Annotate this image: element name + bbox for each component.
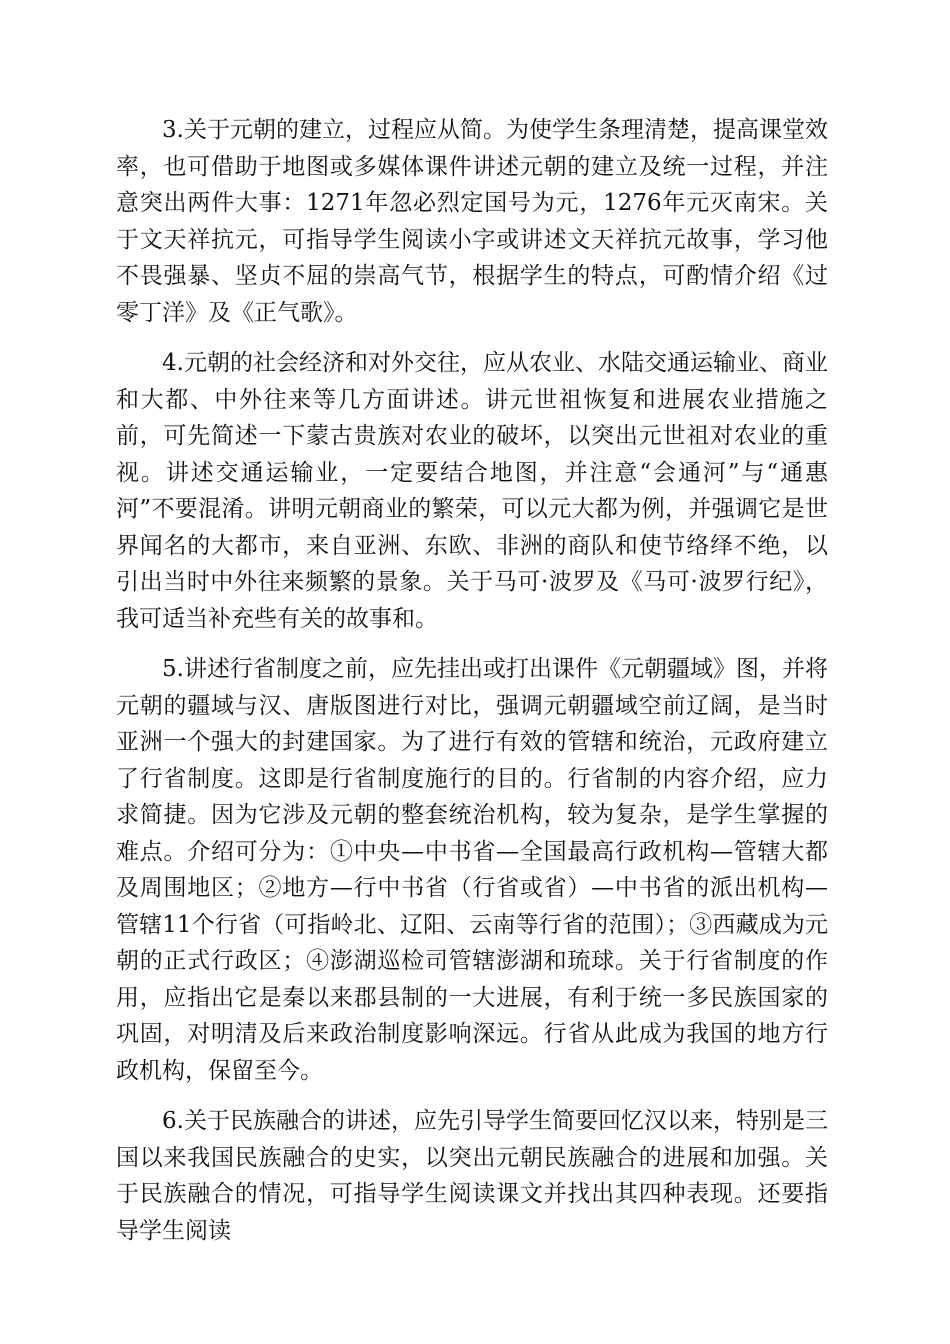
paragraph-6-ethnic-integration: 6.关于民族融合的讲述，应先引导学生简要回忆汉以来，特别是三国以来我国民族融合的史实，以突出元朝民族融合的进展和加强。关于民族融合的情况，可指导学生阅读课文并找出其四种表现。还要指导学生阅读 xyxy=(116,1108,828,1244)
paragraph-3-yuan-founding: 3.关于元朝的建立，过程应从简。为使学生条理清楚，提高课堂效率，也可借助于地图或多媒体课件讲述元朝的建立及统一过程，并注意突出两件大事：1271年忽必烈定国号为元，1276年元灭南宋。关于文天祥抗元，可指导学生阅读小字或讲述文天祥抗元故事，学习他不畏强暴、坚贞不屈的崇高气节，根据学生的特点，可酌情介绍《过零丁洋》及《正气歌》。 xyxy=(116,117,828,326)
paragraph-4-economy-and-foreign-relations: 4.元朝的社会经济和对外交往，应从农业、水陆交通运输业、商业和大都、中外往来等几方面讲述。讲元世祖恢复和进展农业措施之前，可先简述一下蒙古贵族对农业的破坏，以突出元世祖对农业的重视。讲述交通运输业，一定要结合地图，并注意“会通河”与“通惠河”不要混淆。讲明元朝商业的繁荣，可以元大都为例，并强调它是世界闻名的大都市，来自亚洲、东欧、非洲的商队和使节络绎不绝，以引出当时中外往来频繁的景象。关于马可·波罗及《马可·波罗行纪》，我可适当补充些有关的故事和。 xyxy=(116,350,828,632)
paragraph-5-province-system: 5.讲述行省制度之前，应先挂出或打出课件《元朝疆域》图，并将元朝的疆域与汉、唐版图进行对比，强调元朝疆域空前辽阔，是当时亚洲一个强大的封建国家。为了进行有效的管辖和统治，元政府建立了行省制度。这即是行省制度施行的目的。行省制的内容介绍，应力求简捷。因为它涉及元朝的整套统治机构，较为复杂，是学生掌握的难点。介绍可分为：①中央—中书省—全国最高行政机构—管辖大都及周围地区；②地方—行中书省（行省或省）—中书省的派出机构—管辖11个行省（可指岭北、辽阳、云南等行省的范围）；③西藏成为元朝的正式行政区；④澎湖巡检司管辖澎湖和琉球。关于行省制度的作用，应指出它是秦以来郡县制的一大进展，有利于统一多民族国家的巩固，对明清及后来政治制度影响深远。行省从此成为我国的地方行政机构，保留至今。 xyxy=(116,656,828,1084)
